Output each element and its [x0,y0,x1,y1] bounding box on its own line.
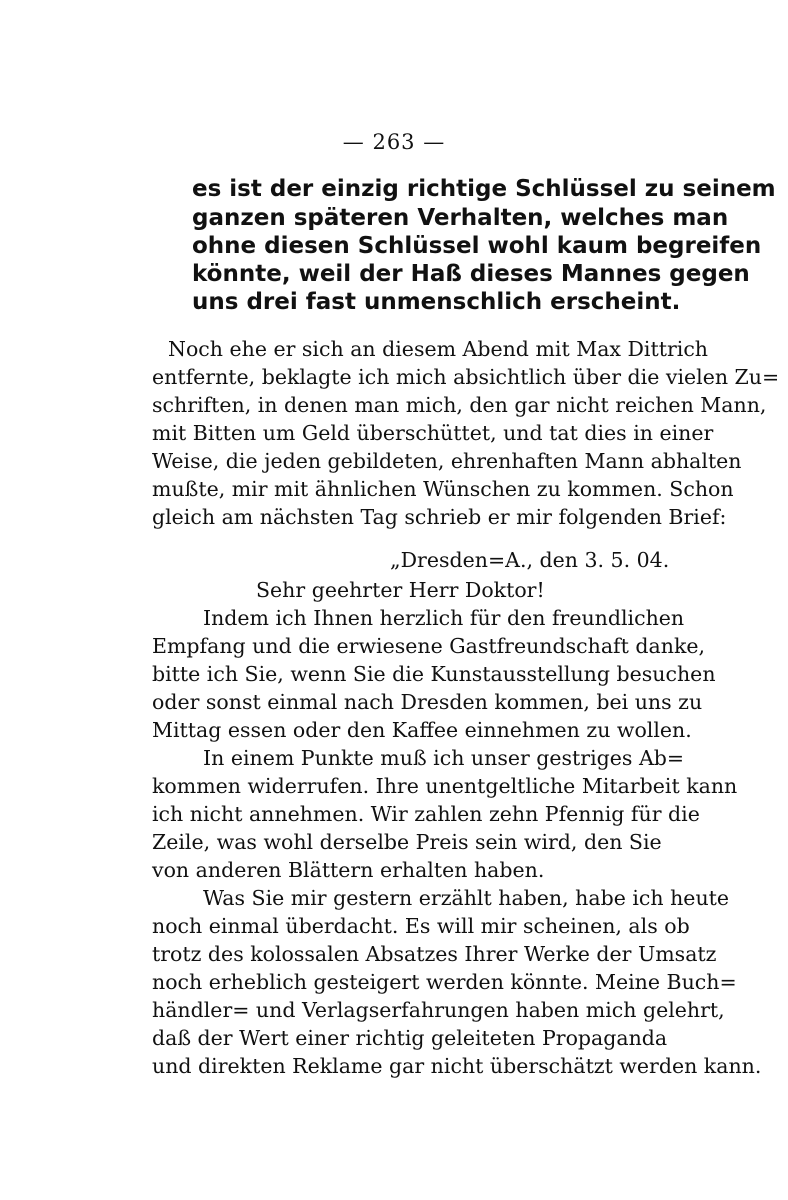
text-line: mit Bitten um Geld überschüttet, und tat dies in einer [152,421,714,445]
text-line: noch einmal überdacht. Es will mir scheinen, als ob [152,914,690,938]
text-line: schriften, in denen man mich, den gar nicht reichen Mann, [152,393,767,417]
text-line: mußte, mir mit ähnlichen Wünschen zu kommen. Schon [152,477,734,501]
text-line: trotz des kolossalen Absatzes Ihrer Werke der Umsatz [152,942,717,966]
text-line: daß der Wert einer richtig geleiteten Propaganda [152,1026,668,1050]
text-line: Was Sie mir gestern erzählt haben, habe ich heute [203,886,730,910]
text-line: Zeile, was wohl derselbe Preis sein wird, den Sie [152,830,662,854]
text-line: ganzen späteren Verhalten, welches man [192,205,729,231]
text-line: kommen widerrufen. Ihre unentgeltliche Mitarbeit kann [152,774,738,798]
text-line: es ist der einzig richtige Schlüssel zu seinem [192,176,776,202]
text-line: händler= und Verlagserfahrungen haben mich gelehrt, [152,998,725,1022]
text-line: ich nicht annehmen. Wir zahlen zehn Pfennig für die [152,802,700,826]
letter-salutation: Sehr geehrter Herr Doktor! [256,578,545,602]
text-line: In einem Punkte muß ich unser gestriges Ab= [203,746,685,770]
text-line: ohne diesen Schlüssel wohl kaum begreifen [192,233,762,259]
text-line: von anderen Blättern erhalten haben. [152,858,545,882]
text-line: Empfang und die erwiesene Gastfreundschaft danke, [152,634,706,658]
text-line: gleich am nächsten Tag schrieb er mir folgenden Brief: [152,505,727,529]
text-line: und direkten Reklame gar nicht überschätzt werden kann. [152,1054,762,1078]
page-number: — 263 — [342,130,446,154]
text-line: Indem ich Ihnen herzlich für den freundlichen [203,606,685,630]
letter-dateline: „Dresden=A., den 3. 5. 04. [390,548,670,572]
text-line: Noch ehe er sich an diesem Abend mit Max Dittrich [168,337,708,361]
text-line: bitte ich Sie, wenn Sie die Kunstausstellung besuchen [152,662,716,686]
text-line: uns drei fast unmenschlich erscheint. [192,289,681,315]
text-line: Mittag essen oder den Kaffee einnehmen zu wollen. [152,718,692,742]
text-line: oder sonst einmal nach Dresden kommen, bei uns zu [152,690,703,714]
text-line: könnte, weil der Haß dieses Mannes gegen [192,261,750,287]
text-line: entfernte, beklagte ich mich absichtlich über die vielen Zu= [152,365,780,389]
text-line: noch erheblich gesteigert werden könnte. Meine Buch= [152,970,737,994]
text-line: Weise, die jeden gebildeten, ehrenhaften Mann abhalten [152,449,742,473]
